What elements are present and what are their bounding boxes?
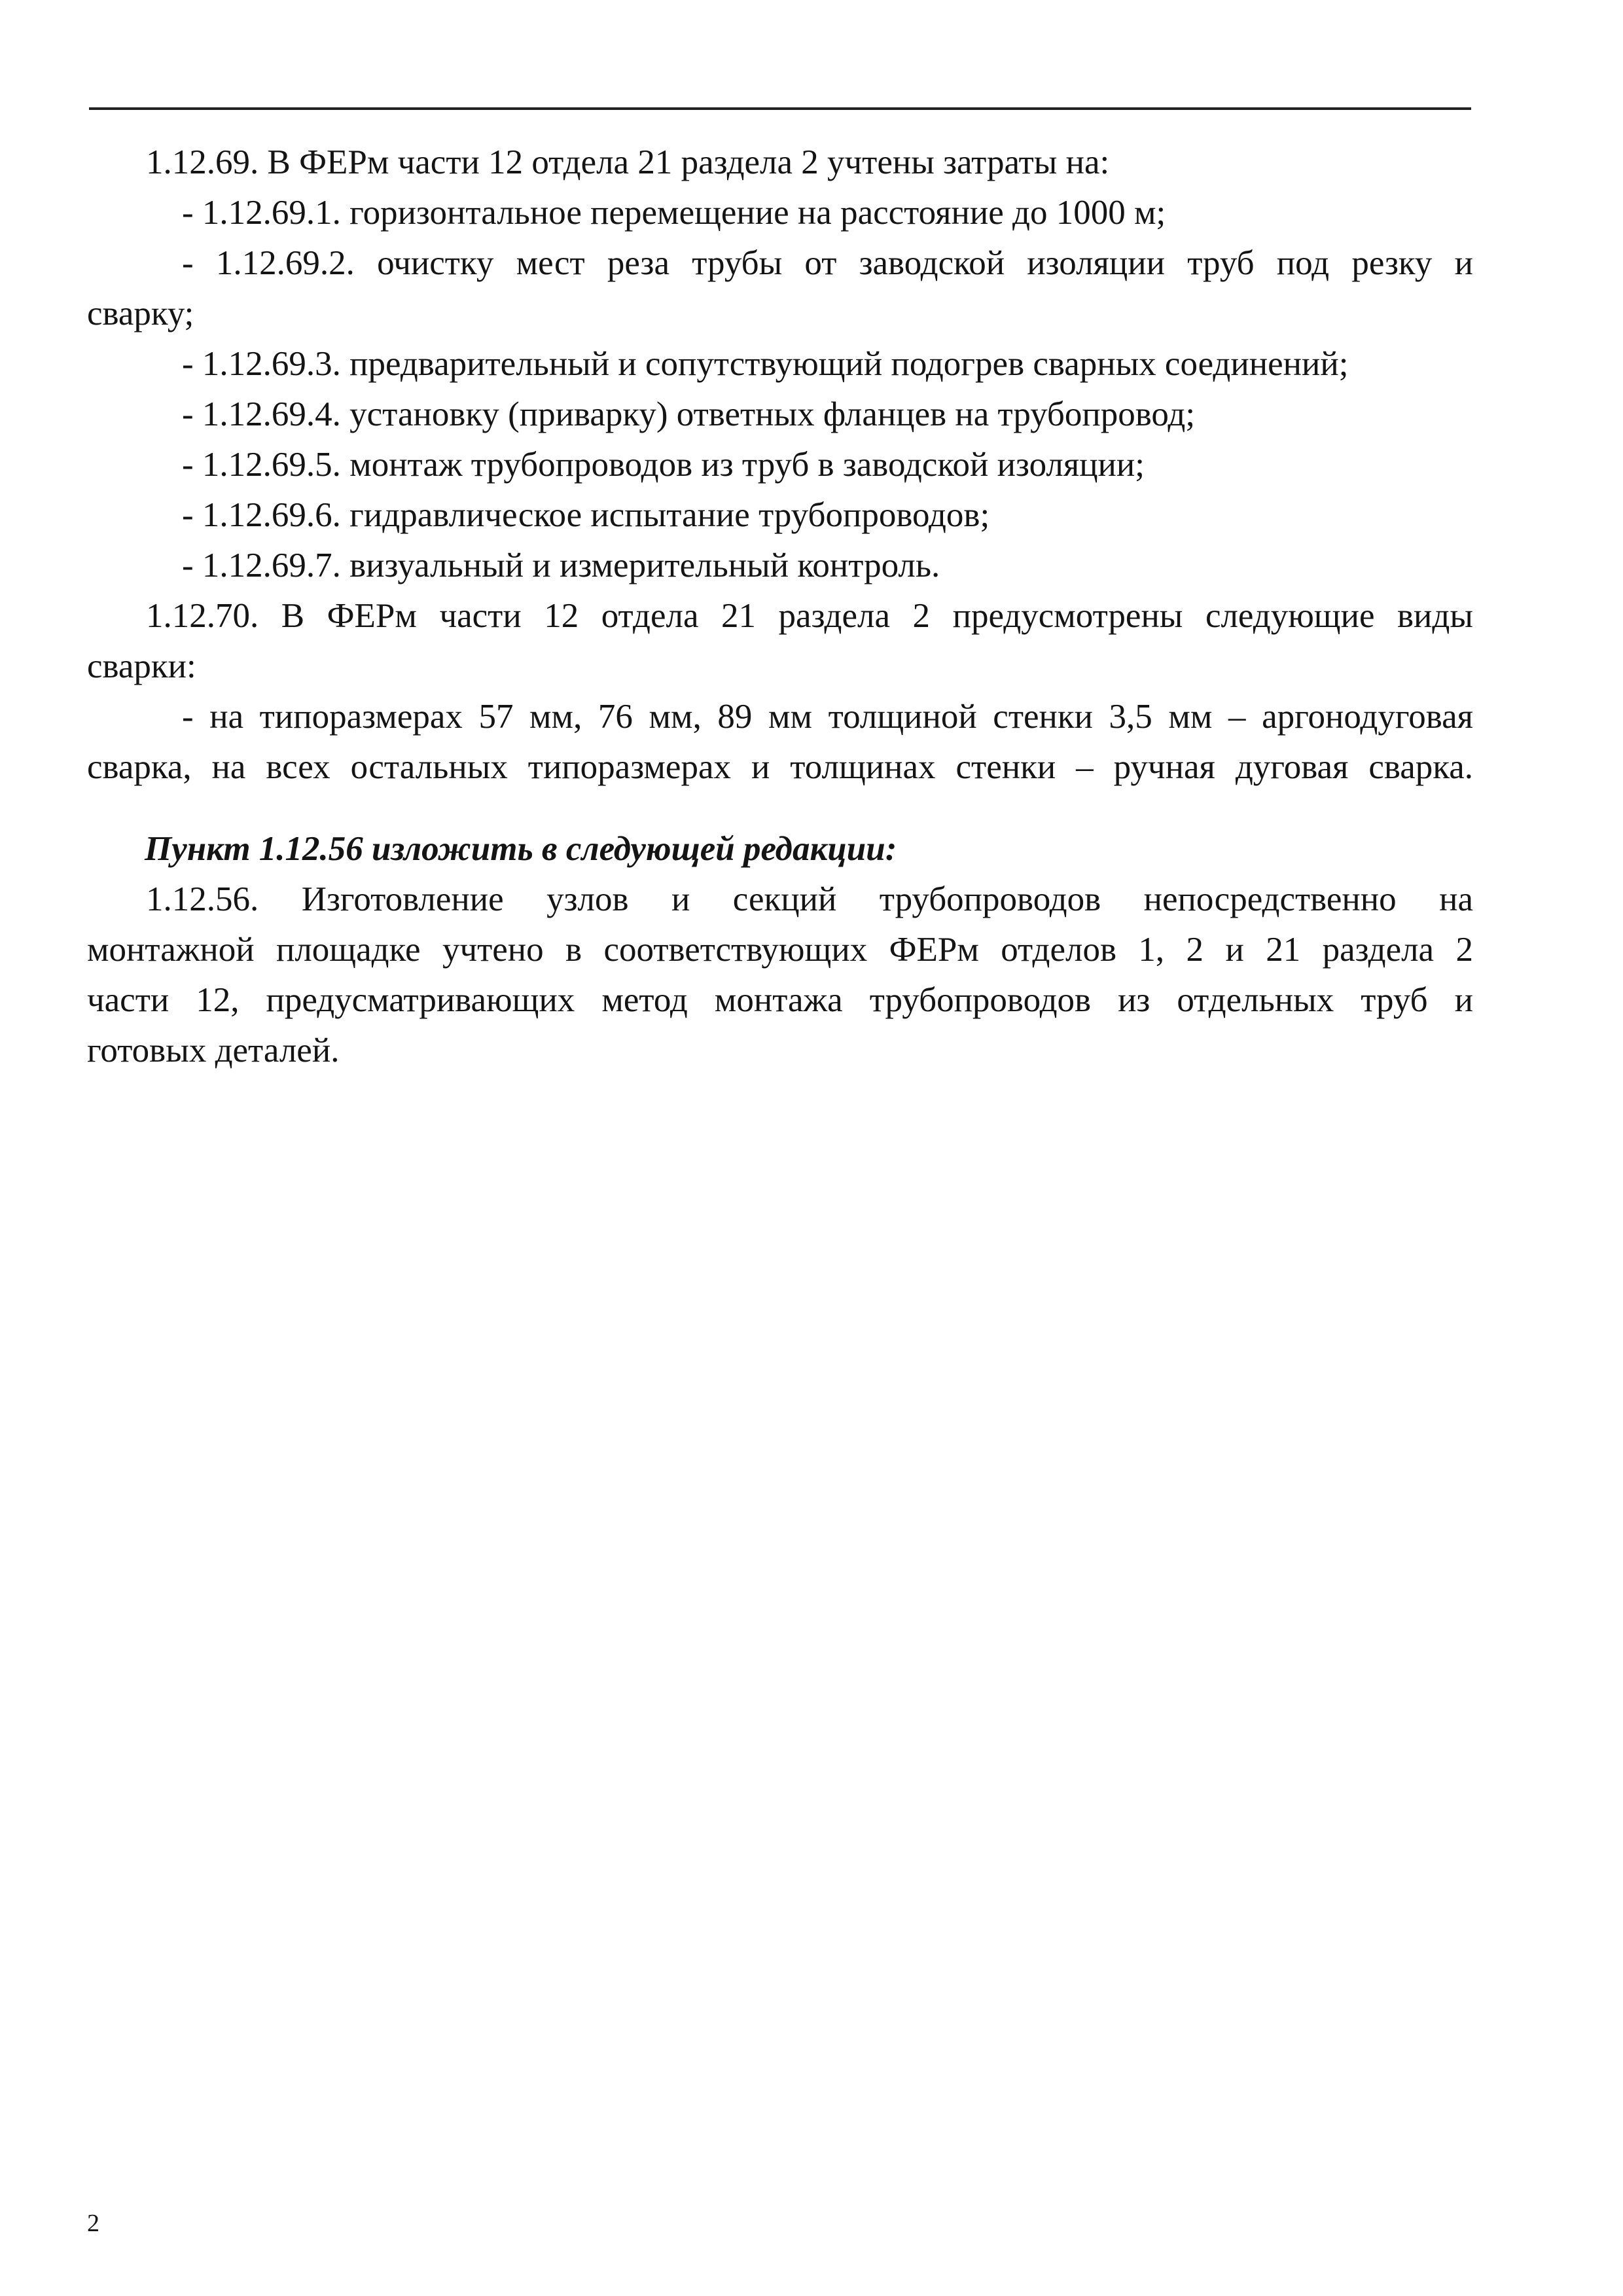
list-item-continuation: сварку;	[87, 295, 194, 332]
list-item: - 1.12.69.7. визуальный и измерительный контроль.	[182, 547, 940, 584]
body-text	[87, 137, 1473, 1076]
paragraph-line: 1.12.69. В ФЕРм части 12 отдела 21 раздела 2 учтены затраты на:	[146, 143, 1110, 181]
list-item: - 1.12.69.3. предварительный и сопутствующий подогрев сварных соединений;	[182, 345, 1349, 383]
list-item: - 1.12.69.4. установку (приварку) ответных фланцев на трубопровод;	[182, 395, 1196, 433]
list-item: - 1.12.69.1. горизонтальное перемещение на расстояние до 1000 м;	[182, 194, 1166, 232]
section-heading: Пункт 1.12.56 изложить в следующей редакции:	[145, 830, 897, 868]
paragraph-line: 1.12.56. Изготовление узлов и секций трубопроводов непосредственно на	[146, 880, 1473, 918]
paragraph-line: монтажной площадке учтено в соответствующих ФЕРм отделов 1, 2 и 21 раздела 2	[87, 931, 1473, 969]
header-rule	[89, 107, 1471, 110]
paragraph-line: готовых деталей.	[87, 1031, 340, 1069]
paragraph-line: 1.12.70. В ФЕРм части 12 отдела 21 раздела 2 предусмотрены следующие виды	[146, 597, 1473, 635]
list-item: - 1.12.69.6. гидравлическое испытание трубопроводов;	[182, 496, 990, 534]
list-item: - 1.12.69.2. очистку мест реза трубы от заводской изоляции труб под резку и	[182, 244, 1473, 282]
list-item-continuation: сварка, на всех остальных типоразмерах и толщинах стенки – ручная дуговая сварка.	[87, 748, 1473, 786]
list-item: - 1.12.69.5. монтаж трубопроводов из труб в заводской изоляции;	[182, 446, 1145, 484]
page-number: 2	[87, 2210, 99, 2237]
paragraph-line: сварки:	[87, 647, 196, 685]
paragraph-line: части 12, предусматривающих метод монтажа трубопроводов из отдельных труб и	[87, 981, 1473, 1019]
paragraph-spacer	[87, 793, 1473, 824]
list-item: - на типоразмерах 57 мм, 76 мм, 89 мм толщиной стенки 3,5 мм – аргонодуговая	[182, 698, 1473, 736]
